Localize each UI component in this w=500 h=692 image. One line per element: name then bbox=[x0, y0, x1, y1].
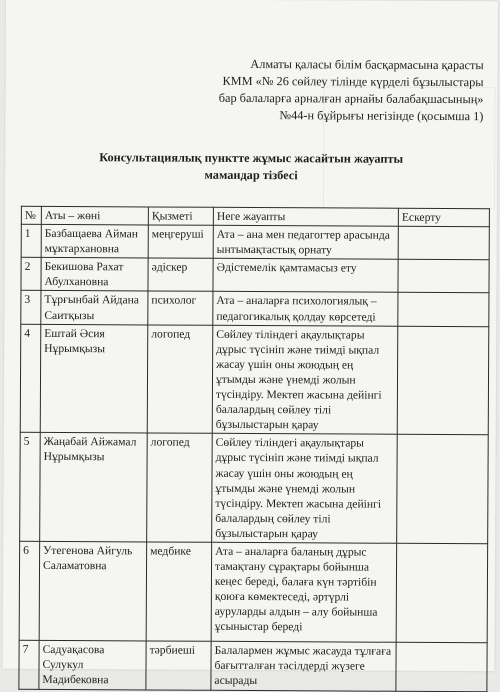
header-line-3: бар балаларға арналған арнайы балабақшасының» bbox=[218, 90, 484, 107]
cell-number: 6 bbox=[19, 541, 40, 640]
cell-responsibility: Әдістемелік қамтамасыз ету bbox=[213, 259, 398, 293]
table-row bbox=[20, 433, 489, 544]
header-line-4: №44-н бұйрығы негізінде (қосымша 1) bbox=[279, 108, 484, 124]
cell-number: 3 bbox=[21, 291, 41, 324]
title-line-1: Консультациялық пунктте жұмыс жасайтын жауапты bbox=[99, 150, 404, 166]
cell-name: Тұрғынбай Айдана Саитқызы bbox=[41, 291, 148, 325]
cell-responsibility: Балалармен жұмыс жасауда тұлғаға бағытталған тәсілдерді жүзеге асырады bbox=[211, 641, 396, 691]
cell-name: Бекишова Рахат Абулхановна bbox=[41, 258, 148, 292]
cell-number: 2 bbox=[21, 258, 41, 291]
table-header-row bbox=[21, 206, 489, 227]
cell-number: 7 bbox=[19, 640, 39, 689]
cell-position: тәрбиеші bbox=[146, 641, 211, 690]
cell-name: Базбащаева Айман мұктархановна bbox=[41, 224, 148, 258]
table-row bbox=[19, 640, 487, 691]
document-page bbox=[2, 0, 498, 688]
table-row bbox=[20, 324, 489, 435]
cell-name: Ештай Әсия Нұрымқызы bbox=[40, 324, 148, 433]
header-note: Ескерту bbox=[398, 208, 489, 227]
cell-note bbox=[398, 226, 489, 260]
cell-note bbox=[397, 435, 489, 544]
table-row bbox=[21, 291, 489, 327]
cell-position: логопед bbox=[147, 325, 213, 434]
header-block bbox=[183, 56, 483, 126]
document-title bbox=[5, 149, 497, 186]
cell-number: 5 bbox=[20, 433, 41, 542]
cell-position: әдіскер bbox=[148, 258, 213, 292]
cell-responsibility: Сөйлеу тіліндегі ақаулықтары дұрыс түсініп және тиімді ықпал жасау үшін оны жоюдың ең ұтымды және үнемді жолын түсіндіру. Мектеп жасына дейінгі балалардың сөйлеу тілі бұзылыстарын қарау bbox=[212, 434, 398, 544]
cell-note bbox=[397, 326, 489, 435]
header-line-2: КММ «№ 26 сөйлеу тілінде күрделі бұзылыстары bbox=[222, 73, 484, 90]
table-row bbox=[19, 541, 488, 642]
cell-number: 4 bbox=[20, 324, 41, 433]
cell-responsibility: Ата – ана мен педагогтер арасында ынтымақтастық орнату bbox=[213, 225, 398, 259]
cell-note bbox=[396, 642, 487, 691]
cell-note bbox=[396, 543, 488, 642]
title-line-2: мамандар тізбесі bbox=[204, 167, 298, 183]
cell-number: 1 bbox=[21, 224, 41, 257]
cell-note bbox=[398, 293, 489, 327]
header-number: № bbox=[21, 206, 41, 224]
cell-responsibility: Ата – аналарға психологиялық – педагогикалық қолдау көрсетеді bbox=[213, 292, 398, 326]
header-position: Қызметі bbox=[148, 207, 213, 225]
header-line-1: Алматы қаласы білім басқармасына қарасты bbox=[250, 56, 484, 73]
cell-responsibility: Сөйлеу тіліндегі ақаулықтары дұрыс түсініп және тиімді ықпал жасау үшін оны жоюдың ең ұтымды және үнемді жолын түсіндіру. Мектеп жасына дейінгі балалардың сөйлеу тілі бұзылыстарын қарау bbox=[212, 325, 398, 435]
cell-position: медбике bbox=[146, 542, 212, 641]
header-responsibility: Неге жауапты bbox=[213, 207, 398, 226]
specialists-table bbox=[18, 206, 490, 692]
cell-position: логопед bbox=[147, 433, 213, 542]
header-name: Аты – жөні bbox=[41, 206, 148, 225]
cell-name: Жаңабай Айжамал Нұрымқызы bbox=[40, 433, 148, 542]
cell-position: меңгеруші bbox=[148, 225, 213, 259]
table-row bbox=[21, 224, 489, 260]
cell-position: психолог bbox=[148, 291, 213, 325]
table-row bbox=[21, 258, 489, 294]
cell-name: Садуақасова Сулукул Мадибековна bbox=[39, 640, 146, 690]
cell-responsibility: Ата – аналарға баланың дұрыс тамақтану сұрақтары бойынша кеңес береді, балаға күн тәртібін қоюға көмектеседі, әртүрлі ауруларды алдын – алу бойынша ұсыныстар береді bbox=[211, 542, 397, 642]
cell-note bbox=[398, 260, 489, 294]
cell-name: Утегенова Айгуль Саламатовна bbox=[39, 541, 147, 641]
